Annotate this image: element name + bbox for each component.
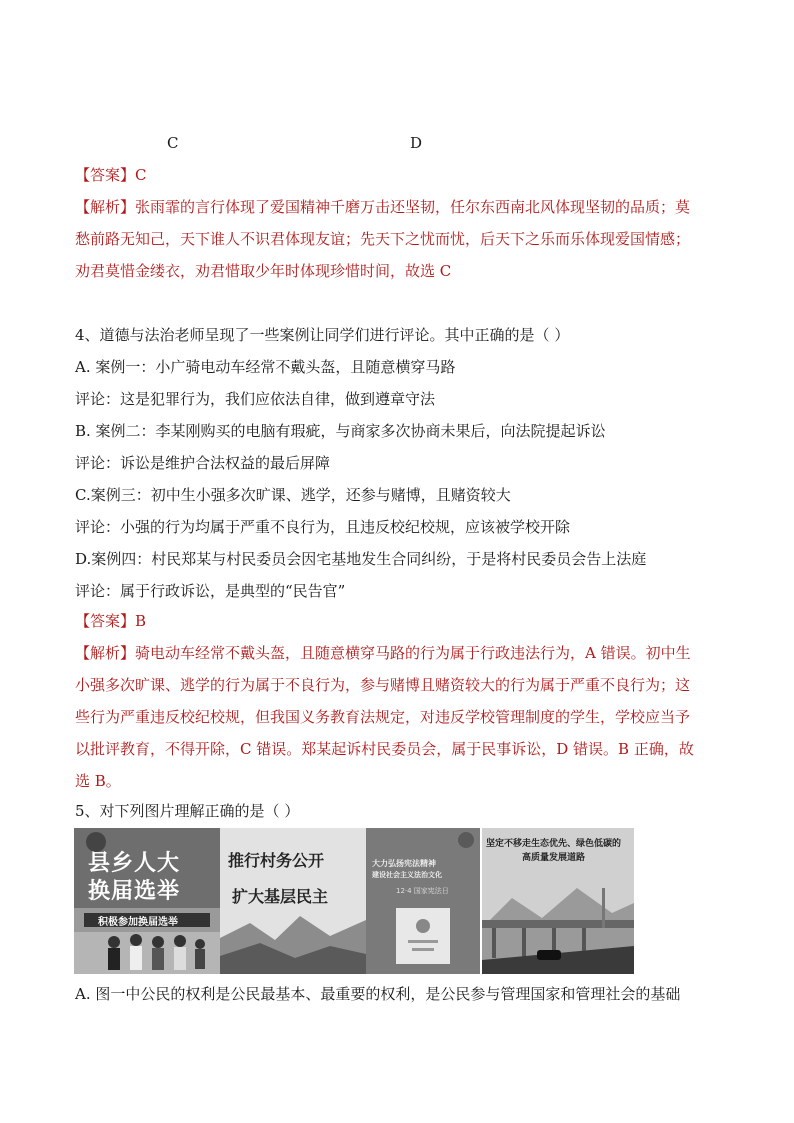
picture-3-title-1: 大力弘扬宪法精神 [372,859,436,868]
q4-item: C.案例三：初中生小强多次旷课、逃学，还参与赌博，且赌资较大 [75,486,511,504]
picture-1-title-2: 换届选举 [88,879,181,904]
q5-picture-strip [74,828,634,974]
q4-item: B. 案例二：李某刚购买的电脑有瑕疵，与商家多次协商未果后，向法院提起诉讼 [75,422,606,440]
option-c-label: C [167,134,179,152]
q4-item: D.案例四：村民郑某与村民委员会因宅基地发生合同纠纷，于是将村民委员会告上法庭 [75,550,647,568]
picture-3 [366,828,480,974]
q4-item: A. 案例一：小广骑电动车经常不戴头盔，且随意横穿马路 [75,358,456,376]
q3-analysis-line-3: 劝君莫惜金缕衣，劝君惜取少年时体现珍惜时间，故选 C [75,262,452,280]
picture-4 [482,828,634,974]
picture-3-date: 12·4 国家宪法日 [396,887,449,895]
picture-4-title-2: 高质量发展道路 [522,853,586,863]
q4-analysis-line-1: 【解析】骑电动车经常不戴头盔，且随意横穿马路的行为属于行政违法行为，A 错误。初中生 [75,644,691,662]
q5-stem: 5、对下列图片理解正确的是（ ） [75,802,300,820]
q3-answer [75,165,147,185]
answer-label: 【答案】 [75,166,136,184]
q4-item: 评论：这是犯罪行为，我们应依法自律，做到遵章守法 [75,390,436,408]
q4-analysis-line-5: 选 B。 [75,772,121,790]
picture-1-title-1: 县乡人大 [88,851,181,876]
q4-analysis-line-4: 以批评教育，不得开除，C 错误。郑某起诉村民委员会，属于民事诉讼，D 错误。B 正确，故 [75,740,694,758]
constitution-poster-image [366,828,480,974]
picture-1-banner: 积极参加换届选举 [98,917,178,928]
q4-stem: 4、道德与法治老师呈现了一些案例让同学们进行评论。其中正确的是（ ） [75,326,570,344]
q4-analysis-line-3: 些行为严重违反校纪校规，但我国义务教育法规定，对违反学校管理制度的学生，学校应当予 [75,708,691,726]
picture-2-title-2: 扩大基层民主 [232,887,329,906]
picture-4-title-1: 坚定不移走生态优先、绿色低碳的 [486,839,622,849]
analysis-label: 【解析】 [75,644,136,662]
answer-label: 【答案】 [75,612,136,630]
analysis-label: 【解析】 [75,198,136,216]
picture-2-title-1: 推行村务公开 [228,851,325,870]
option-d-label: D [410,134,423,152]
picture-1 [74,828,220,974]
answer-value: C [135,166,147,184]
q4-item: 评论：属于行政诉讼，是典型的“民告官” [75,582,346,600]
q4-answer [75,611,146,631]
picture-3-title-2: 建设社会主义法治文化 [372,871,442,879]
answer-value: B [135,612,147,630]
q3-analysis-line-1: 【解析】张雨霏的言行体现了爱国精神千磨万击还坚韧，任尔东西南北风体现坚韧的品质；莫 [75,198,691,216]
q5-option-a: A. 图一中公民的权利是公民最基本、最重要的权利，是公民参与管理国家和管理社会的基础 [75,985,681,1003]
q4-item: 评论：小强的行为均属于严重不良行为，且违反校纪校规，应该被学校开除 [75,518,571,536]
q4-item: 评论：诉讼是维护合法权益的最后屏障 [75,454,331,472]
q4-analysis-line-2: 小强多次旷课、逃学的行为属于不良行为，参与赌博且赌资较大的行为属于严重不良行为；这 [75,676,691,694]
picture-2 [220,828,366,974]
q3-analysis-line-2: 愁前路无知己，天下谁人不识君体现友谊；先天下之忧而忧，后天下之乐而乐体现爱国情感； [75,230,691,248]
